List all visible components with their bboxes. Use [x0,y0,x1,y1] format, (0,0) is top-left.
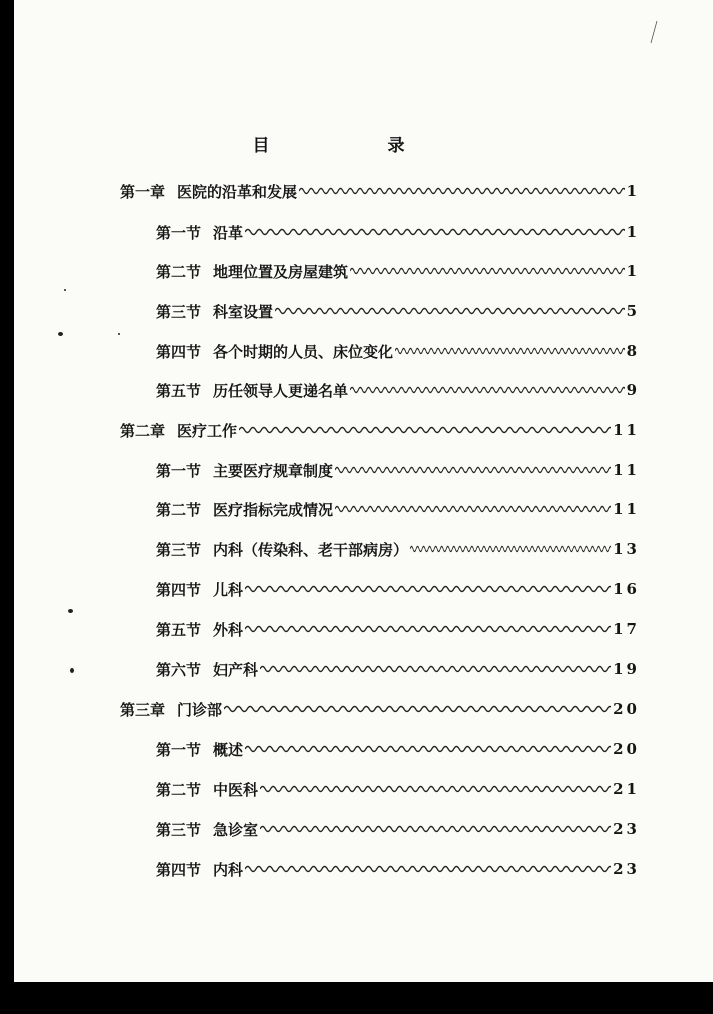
toc-section-entry [156,776,640,802]
toc-section-entry [156,656,640,682]
toc-section-entry [156,576,640,602]
entry-page-number: 16 [613,580,640,598]
toc-section-entry [156,258,640,284]
entry-title: 外科 [213,620,244,639]
entry-title: 中医科 [213,780,259,799]
wavy-leader-line [275,306,625,316]
entry-number: 第三节 [156,540,202,559]
entry-title: 门诊部 [177,700,223,719]
entry-title: 内科（传染科、老干部病房） [213,540,409,559]
toc-section-entry [156,457,640,483]
entry-page-number: 23 [613,820,640,838]
wavy-leader-line [245,744,611,754]
wavy-leader-line [260,824,611,834]
entry-title: 医疗指标完成情况 [213,500,334,519]
entry-page-number: 1 [626,262,640,280]
wavy-leader-line [245,864,611,874]
entry-number: 第六节 [156,660,202,679]
scan-speck [64,289,66,291]
entry-page-number: 21 [613,780,640,798]
entry-title: 历任领导人更递名单 [213,381,349,400]
entry-number: 第一节 [156,223,202,242]
entry-page-number: 17 [613,620,640,638]
entry-page-number: 23 [613,860,640,878]
entry-title: 急诊室 [213,820,259,839]
toc-section-entry [156,616,640,642]
entry-page-number: 8 [626,342,640,360]
entry-page-number: 20 [613,700,640,718]
toc-section-entry [156,298,640,324]
wavy-leader-line [245,227,625,237]
entry-number: 第二章 [120,421,166,440]
entry-number: 第一章 [120,182,166,201]
wavy-leader-line [239,425,611,435]
entry-page-number: 1 [626,182,640,200]
scan-speck [68,609,73,613]
entry-number: 第五节 [156,620,202,639]
wavy-leader-line [350,385,625,395]
toc-chapter-entry [120,178,640,204]
entry-page-number: 11 [613,461,640,479]
wavy-leader-line [245,624,611,634]
wavy-leader-line [245,584,611,594]
toc-section-entry [156,736,640,762]
toc-section-entry [156,219,640,245]
entry-title: 概述 [213,740,244,759]
toc-title: 目 录 [252,136,461,156]
scan-speck [118,333,120,335]
wavy-leader-line [335,465,611,475]
entry-page-number: 1 [626,223,640,241]
pencil-mark [650,20,658,44]
scan-speck [70,668,74,673]
entry-page-number: 5 [626,302,640,320]
entry-number: 第二节 [156,262,202,281]
scan-speck [58,332,63,336]
entry-page-number: 13 [613,540,640,558]
entry-page-number: 20 [613,740,640,758]
entry-number: 第一节 [156,740,202,759]
entry-title: 沿革 [213,223,244,242]
entry-number: 第四节 [156,860,202,879]
toc-section-entry [156,496,640,522]
toc-chapter-entry [120,696,640,722]
entry-number: 第一节 [156,461,202,480]
wavy-leader-line [260,664,611,674]
entry-number: 第三节 [156,302,202,321]
entry-number: 第二节 [156,500,202,519]
wavy-leader-line [260,784,611,794]
toc-section-entry [156,338,640,364]
scan-bottom-border [0,982,713,1014]
entry-title: 医疗工作 [177,421,238,440]
entry-page-number: 9 [626,381,640,399]
wavy-leader-line [395,346,625,356]
toc-section-entry [156,536,640,562]
entry-title: 各个时期的人员、床位变化 [213,342,394,361]
entry-title: 主要医疗规章制度 [213,461,334,480]
entry-title: 儿科 [213,580,244,599]
wavy-leader-line [335,504,611,514]
entry-number: 第五节 [156,381,202,400]
entry-title: 医院的沿革和发展 [177,182,298,201]
entry-number: 第四节 [156,342,202,361]
entry-page-number: 11 [613,500,640,518]
entry-number: 第四节 [156,580,202,599]
entry-page-number: 11 [613,421,640,439]
entry-page-number: 19 [613,660,640,678]
entry-number: 第三节 [156,820,202,839]
wavy-leader-line [299,186,625,196]
toc-section-entry [156,816,640,842]
toc-section-entry [156,377,640,403]
toc-section-entry [156,856,640,882]
toc-chapter-entry [120,417,640,443]
wavy-leader-line [350,266,625,276]
entry-title: 科室设置 [213,302,274,321]
wavy-leader-line [224,704,611,714]
wavy-leader-line [410,544,611,554]
entry-title: 妇产科 [213,660,259,679]
entry-title: 内科 [213,860,244,879]
entry-title: 地理位置及房屋建筑 [213,262,349,281]
entry-number: 第三章 [120,700,166,719]
entry-number: 第二节 [156,780,202,799]
